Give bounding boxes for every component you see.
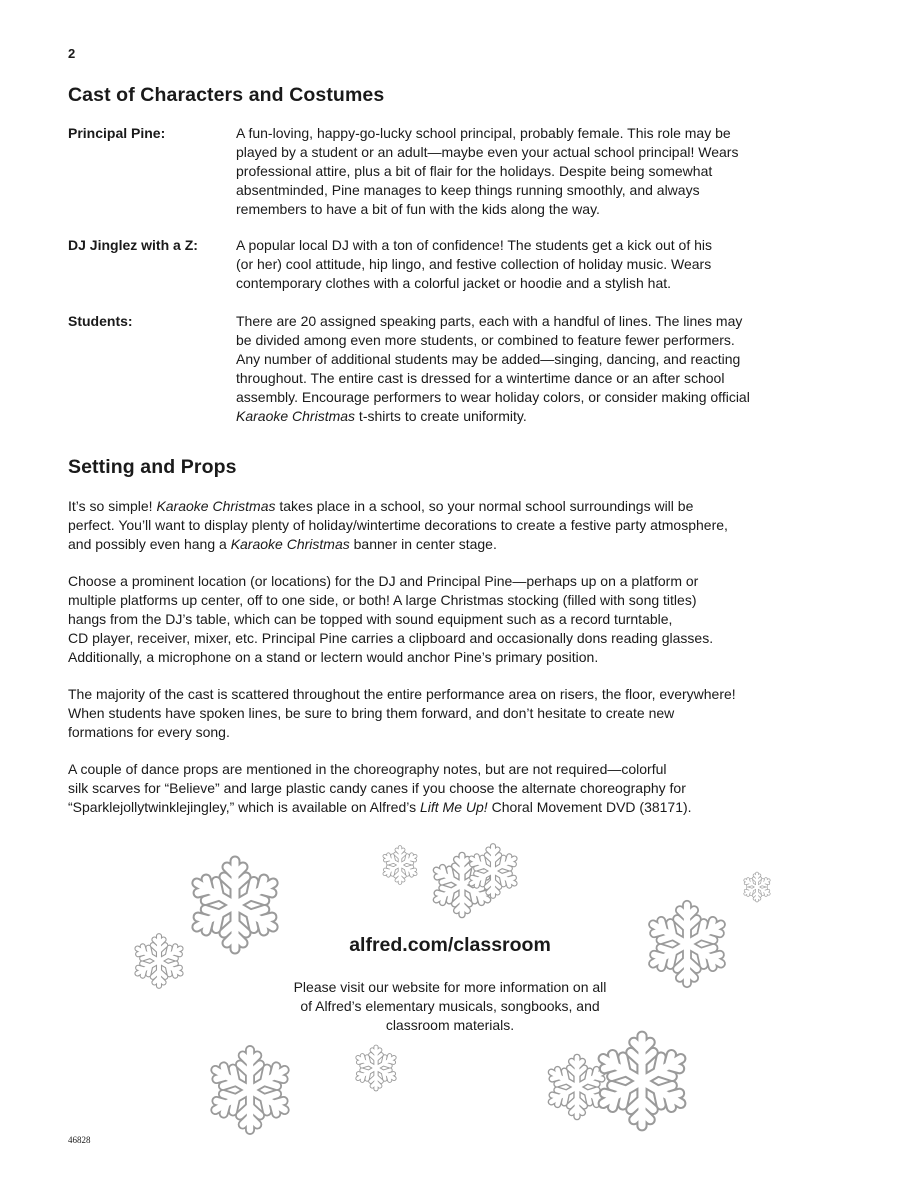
setting-section-title: Setting and Props: [68, 456, 237, 478]
snowflake-icon: [462, 840, 524, 902]
cast-entry-dj-jinglez: [68, 236, 838, 293]
snowflake-icon: [378, 843, 422, 887]
snowflake-icon: [586, 1025, 698, 1137]
snowflake-icon: [350, 1042, 402, 1094]
snowflake-icon: [740, 870, 774, 904]
cast-entry-students: [68, 312, 838, 426]
snowflake-icon: [200, 1040, 300, 1140]
cast-section-title: Cast of Characters and Costumes: [68, 84, 385, 106]
character-description: A fun-loving, happy-go-lucky school principal, probably female. This role may be played by a student or an adult—maybe even your actual school principal! Wears professional attire, plus a bit of flair for the holidays. Despite being somewhat absentminded, Pine manages to keep things running smoothly, and always remembers to have a bit of fun with the kids along the way.: [236, 125, 739, 217]
setting-paragraph-2: Choose a prominent location (or locations) for the DJ and Principal Pine—perhaps up on a platform or multiple platforms up center, off to one side, or both! A large Christmas stocking (filled with song titles) hangs from the DJ’s table, which can be topped with sound equipment such as a record turntable, CD player, receiver, mixer, etc. Principal Pine carries a clipboard and occasionally dons reading glasses. Additionally, a microphone on a stand or lectern would anchor Pine’s primary position.: [68, 573, 714, 665]
snowflake-icon: [638, 895, 736, 993]
snowflake-icon: [128, 930, 190, 992]
character-name: Students:: [68, 313, 133, 329]
character-name: Principal Pine:: [68, 125, 166, 141]
character-description: There are 20 assigned speaking parts, each with a handful of lines. The lines may be divided among even more students, or combined to feature fewer performers. Any number of additional students may be added—singing, dancing, and reacting throughout. The entire cast is dressed for a wintertime dance or an after school assembly. Encourage performers to wear holiday colors, or consider making official Karaoke Christmas t-shirts to create uniformity.: [236, 313, 750, 424]
setting-paragraph-1: It’s so simple! Karaoke Christmas takes place in a school, so your normal school surroundings will be perfect. You’ll want to display plenty of holiday/wintertime decorations to create a festive party atmosphere, and possibly even hang a Karaoke Christmas banner in center stage.: [68, 498, 728, 552]
character-name: DJ Jinglez with a Z:: [68, 237, 198, 253]
page-number: 2: [68, 46, 76, 61]
setting-paragraph-3: The majority of the cast is scattered throughout the entire performance area on risers, the floor, everywhere! When students have spoken lines, be sure to bring them forward, and don’t hesitate to create new formations for every song.: [68, 686, 736, 740]
catalog-number: 46828: [68, 1135, 91, 1145]
website-description: Please visit our website for more information on all of Alfred’s elementary musicals, songbooks, and classroom materials.: [293, 979, 607, 1033]
cast-entry-principal-pine: [68, 124, 838, 219]
website-link[interactable]: alfred.com/classroom: [349, 934, 551, 956]
character-description: A popular local DJ with a ton of confidence! The students get a kick out of his (or her) cool attitude, hip lingo, and festive collection of holiday music. Wears contemporary clothes with a colorful jacket or hoodie and a stylish hat.: [236, 237, 713, 291]
setting-paragraph-4: A couple of dance props are mentioned in the choreography notes, but are not required—colorful silk scarves for “Believe” and large plastic candy canes if you choose the alternate choreography for “Sparklejollytwinklejingley,” which is available on Alfred’s Lift Me Up! Choral Movement DVD (38171).: [68, 761, 692, 815]
